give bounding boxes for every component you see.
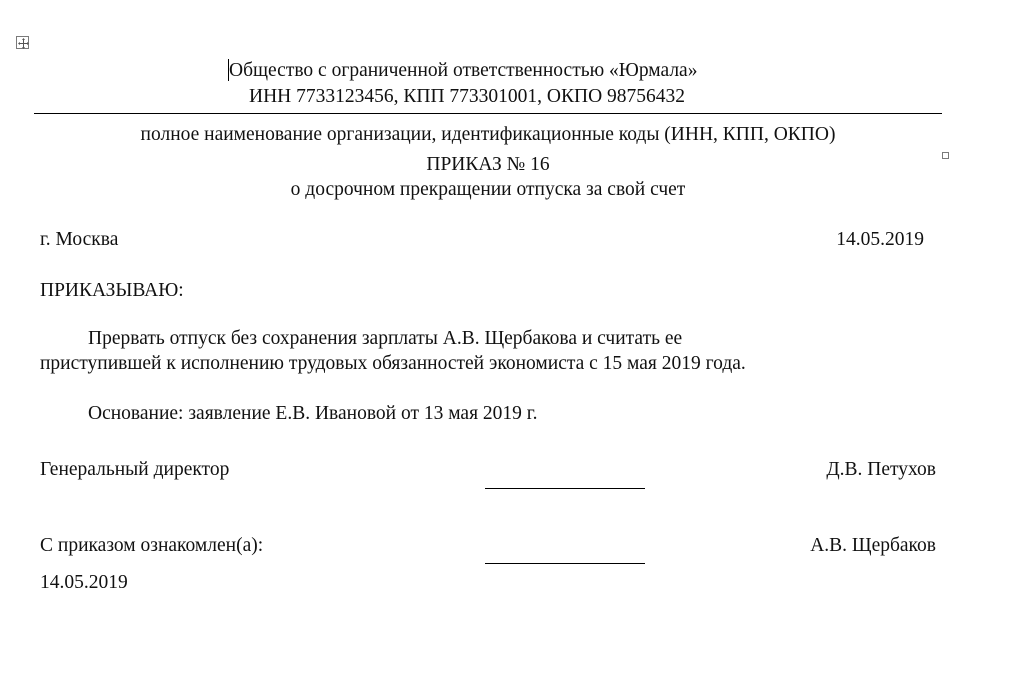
table-move-handle-icon[interactable] — [16, 36, 29, 49]
director-title: Генеральный директор — [40, 459, 230, 480]
order-title: ПРИКАЗ № 16 — [426, 154, 550, 175]
order-directive: ПРИКАЗЫВАЮ: — [40, 280, 184, 301]
acknowledgement-label: С приказом ознакомлен(а): — [40, 535, 264, 556]
order-date: 14.05.2019 — [836, 229, 924, 250]
director-name: Д.В. Петухов — [826, 459, 936, 480]
director-signature-line — [485, 488, 645, 489]
employee-signature-line — [485, 563, 645, 564]
order-body-line-2: приступившей к исполнению трудовых обязанностей экономиста с 15 мая 2019 года. — [40, 353, 746, 374]
order-basis: Основание: заявление Е.В. Ивановой от 13 мая 2019 г. — [88, 403, 538, 424]
acknowledgement-date: 14.05.2019 — [40, 572, 128, 593]
order-body-line-1: Прервать отпуск без сохранения зарплаты А.В. Щербакова и считать ее — [88, 328, 683, 349]
organization-caption: полное наименование организации, идентификационные коды (ИНН, КПП, ОКПО) — [140, 124, 836, 145]
employee-name: А.В. Щербаков — [810, 535, 936, 556]
organization-name: Общество с ограниченной ответственностью «Юрмала» — [229, 60, 698, 81]
order-city: г. Москва — [40, 229, 119, 250]
header-divider — [34, 113, 942, 114]
organization-codes: ИНН 7733123456, КПП 773301001, ОКПО 98756432 — [249, 86, 686, 107]
order-subject: о досрочном прекращении отпуска за свой счет — [290, 179, 686, 200]
